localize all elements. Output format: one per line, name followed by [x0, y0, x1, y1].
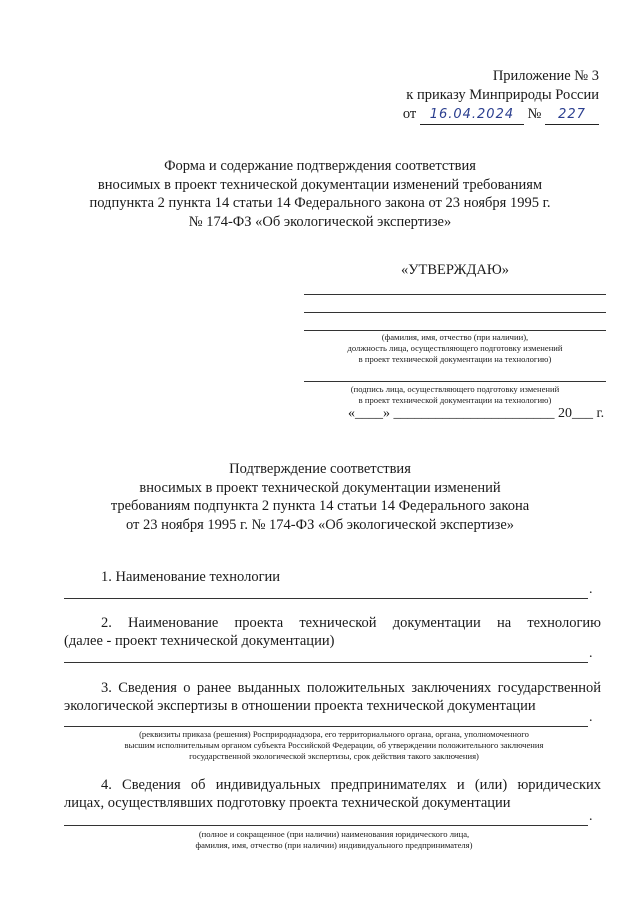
section-3-period: . — [589, 710, 593, 725]
approver-caption: (фамилия, имя, отчество (при наличии), должность лица, осуществляющего подготовку изменений в проект технической документации на технологию) — [347, 332, 563, 364]
appendix-number: Приложение № 3 — [492, 68, 599, 84]
number-label: № — [527, 106, 542, 122]
section-2-line — [64, 662, 588, 663]
section-4-line — [64, 825, 588, 826]
section-3-line — [64, 726, 588, 727]
approver-line — [304, 330, 606, 331]
approver-line — [304, 312, 606, 313]
form-title-line: Форма и содержание подтверждения соответствия — [164, 158, 476, 174]
approve-heading: «УТВЕРЖДАЮ» — [401, 262, 509, 278]
section-4-caption: (полное и сокращенное (при наличии) наименования юридического лица, фамилия, имя, отчество (при наличии) индивидуального предпринимателя) — [195, 829, 473, 850]
section-3-caption: (реквизиты приказа (решения) Росприроднадзора, его территориального органа, органа, уполномоченного высшим исполнительным органом субъекта Российской Федерации, об утверждении положительного заключения государственной экологической экспертизы, срок действия такого заключения) — [124, 729, 544, 761]
approver-line — [304, 294, 606, 295]
section-1-title: 1. Наименование технологии — [101, 569, 281, 585]
order-date-field — [420, 105, 524, 125]
form-title-line: подпункта 2 пункта 14 статьи 14 Федерального закона от 23 ноября 1995 г. — [89, 195, 551, 211]
section-2-title-cont: (далее - проект технической документации) — [64, 633, 335, 649]
doc-title-line: вносимых в проект технической документации изменений — [139, 479, 501, 496]
section-2-title: 2. Наименование проекта технической документации на технологию — [101, 615, 601, 631]
signature-caption: (подпись лица, осуществляющего подготовку изменений в проект технической документации на технологию) — [350, 384, 560, 405]
from-label: от — [402, 106, 417, 122]
form-title-line: № 174-ФЗ «Об экологической экспертизе» — [188, 213, 452, 230]
section-3-title: 3. Сведения о ранее выданных положительных заключениях государственной — [101, 680, 601, 696]
section-4-title: 4. Сведения об индивидуальных предпринимателях и (или) юридических — [101, 777, 601, 793]
approve-date-line: «____» _______________________ 20___ г. — [348, 406, 605, 421]
section-1-line — [64, 598, 588, 599]
order-number: 227 — [558, 107, 586, 122]
doc-title-line: от 23 ноября 1995 г. № 174-ФЗ «Об экологической экспертизе» — [125, 516, 515, 533]
appendix-date-line — [403, 105, 599, 125]
appendix-order: к приказу Минприроды России — [406, 87, 599, 103]
form-title-line: вносимых в проект технической документации изменений требованиям — [97, 176, 543, 193]
doc-title-line: Подтверждение соответствия — [229, 461, 411, 477]
section-2-period: . — [589, 646, 593, 661]
section-1-period: . — [589, 582, 593, 597]
section-3-title-cont: экологической экспертизы в отношении проекта технической документации — [64, 698, 536, 714]
order-date: 16.04.2024 — [429, 107, 515, 122]
section-4-title-cont: лицах, осуществлявших подготовку проекта технической документации — [64, 795, 511, 811]
signature-line — [304, 381, 606, 382]
order-number-field — [545, 105, 599, 125]
doc-title-line: требованиям подпункта 2 пункта 14 статьи 14 Федерального закона — [110, 498, 530, 514]
section-4-period: . — [589, 809, 593, 824]
